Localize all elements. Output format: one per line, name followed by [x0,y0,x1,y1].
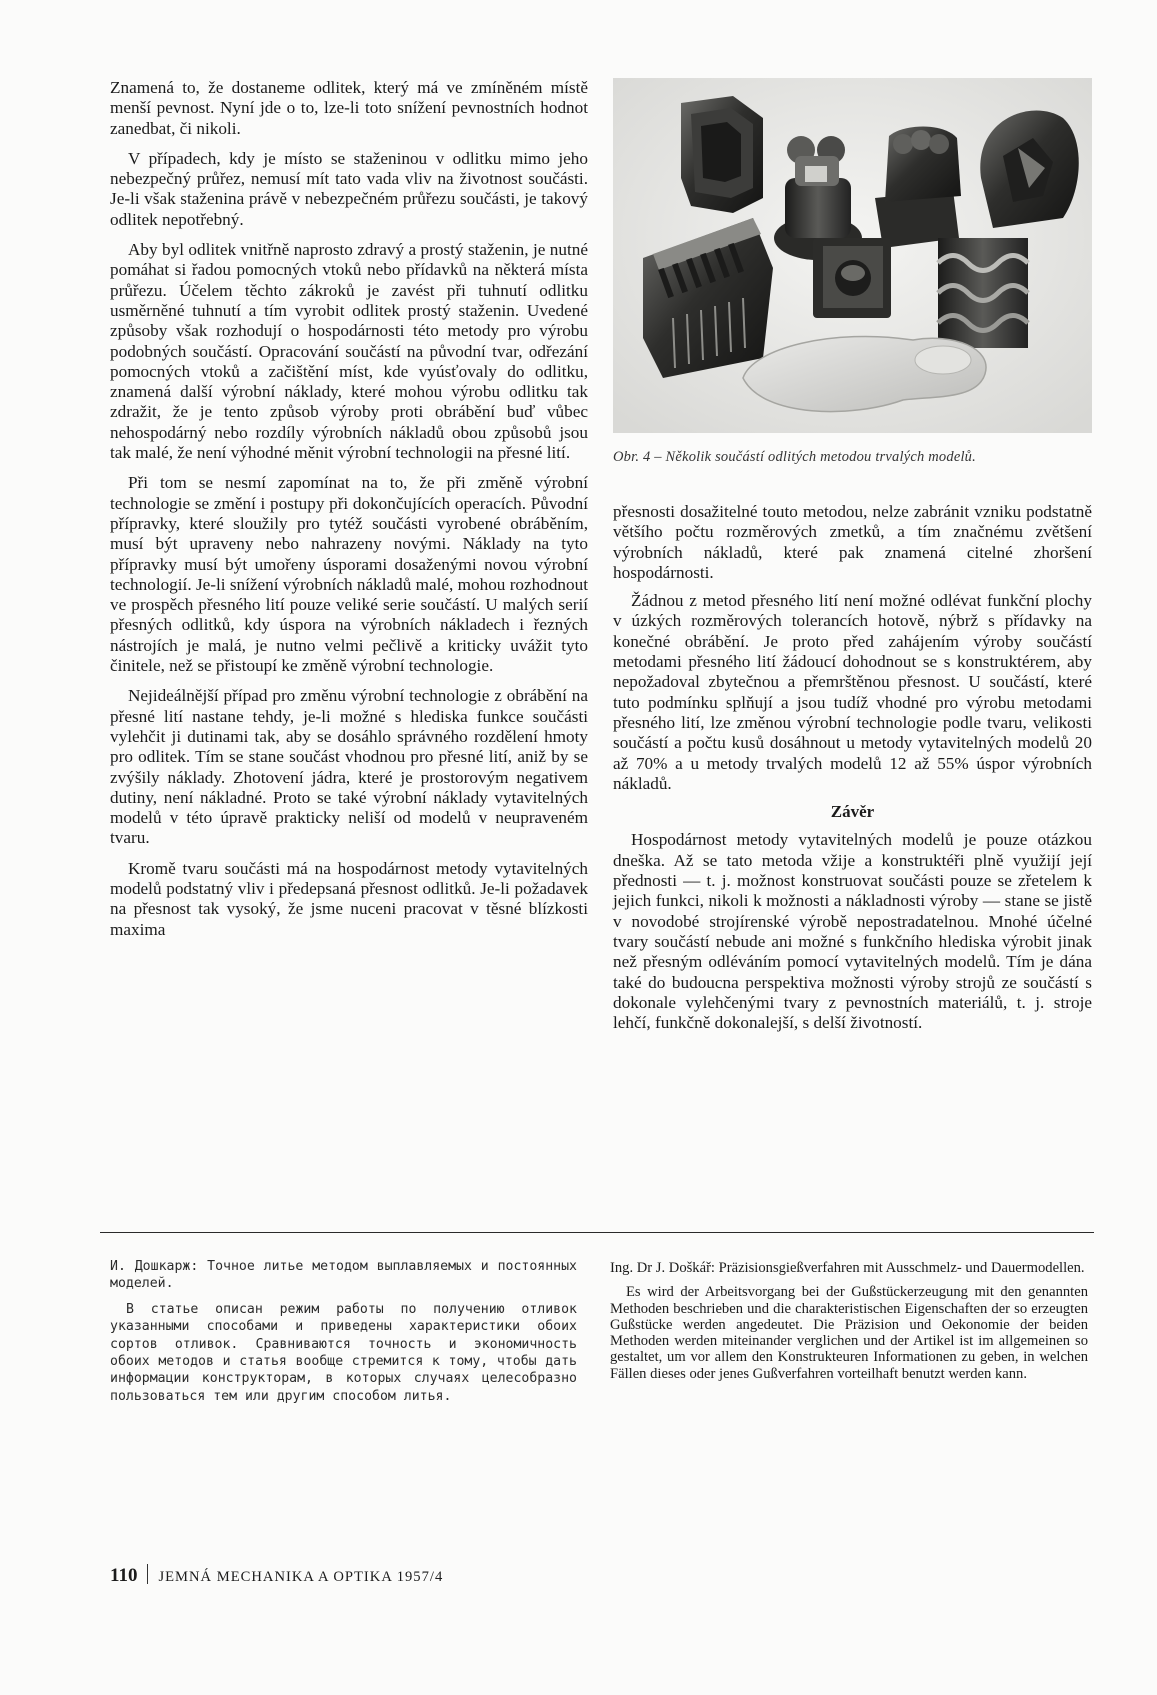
right-text-column [613,502,1092,1041]
cast-part-cap [980,111,1078,229]
abstract-russian [110,1258,577,1413]
footer-divider [147,1564,148,1584]
paragraph: V případech, kdy je místo se staženinou v odlitku mimo jeho nebezpečný průřez, nemusí mít tato vada vliv na životnost součásti. Je-li však staženina právě v nebezpečném průřezu součásti, je takový odlitek nepotřebný. [110,148,588,229]
horizontal-rule [100,1232,1094,1233]
paragraph: Nejideálnější případ pro změnu výrobní technologie z obrábění na přesné lití nastane tehdy, je-li možné s hlediska funkce součásti vylehčit ji dutinami tak, aby se dosáhlo správného rozdělení hmoty pro odlitek. Tím se stane součást vhodnou pro přesné lití, aniž by se zvýšily náklady. Zhotovení jádra, které je prostorovým negativem dutiny, není nákladné. Proto se také výrobní náklady vytavitelných modelů v této úpravě prakticky neliší od modelů v neupraveném tvaru. [110,686,588,848]
left-text-column [110,78,588,950]
paragraph: Žádnou z metod přesného lití není možné odlévat funkční plochy v úzkých rozměrových tolerancích hotově, nýbrž s přídavky na konečné obrábění. Je proto před zahájením výroby součástí metodami přesného lití žádoucí dohodnout se s konstruktérem, aby nepožadoval zbytečnou a přemrštěnou přesnost. U součástí, které tuto podmínku splňují a jsou tudíž vhodné pro výrobu metodami přesného lití, lze změnou výrobní technologie podle tvaru, velikosti součástí a počtu kusů dosáhnout u metody vytavitelných modelů 20 až 70% a u metody trvalých modelů 12 až 55% úspor výrobních nákladů. [613,591,1092,793]
paragraph: Při tom se nesmí zapomínat na to, že při změně výrobní technologie se změní i postupy při dokončujících operacích. Původní přípravky, které sloužily pro tytéž součásti vyrobené obráběním, musí být upraveny nebo nahrazeny novými. Náklady na tyto přípravky musí být umořeny úsporami dosaženými novou výrobní technologií. Je-li snížení výrobních nákladů malé, mohou rozhodnout ve prospěch přesného lití pouze veliké serie součástí. U malých serií přesných odlitků, kdy úspora na výrobních nákladech i řezných nástrojích je malá, je nutno velmi pečlivě a kriticky uvážit tyto činitele, než se přistoupí ke změně výrobní technologie. [110,473,588,676]
figure-photo [613,78,1092,433]
cast-part-block [681,96,763,213]
abstract-body: В статье описан режим работы по получению отливок указанными способами и приведены характеристики обоих сортов отливок. Сравниваются точность и экономичность обоих методов и статья вообще стремится к тому, чтобы дать информации конструкторам, в которых случаях целесобразно пользоваться тем или другим способом литья. [110,1301,577,1404]
abstract-german [610,1260,1088,1390]
cast-part-wavy [938,238,1028,348]
cast-part-plate [813,238,891,318]
paragraph: Aby byl odlitek vnitřně naprosto zdravý a prostý staženin, je nutné pomáhat si řadou pomocných vtoků nebo přídavků na některá místa průřezu. Účelem těchto zákroků je zavést při tuhnutí odlitku usměrněné tuhnutí a tím vyrobit odlitek prostý staženin. Uvedené způsoby však rozhodují o hospodárnosti této metody pro výrobu podobných součástí. Opracování součástí na původní tvar, odřezání pomocných vtoků a začištění míst, kde vyúsťovaly do odlitku, znamená další výrobní náklady, které mohou výrobu odlitku tak zdražit, že je tento způsob výroby proti obrábění buď vůbec nehospodárný nebo rozdíly výrobních nákladů obou způsobů jsou tak malé, že není výhodné měnit výrobní technologii na přesné lití. [110,240,588,463]
paragraph: Hospodárnost metody vytavitelných modelů je pouze otázkou dneška. Až se tato metoda vžije a konstruktéři plně využijí její přednosti — t. j. možnost konstruovat součásti pouze se zřetelem k jejich funkci, nikoli k možnosti a nákladnosti výroby — stane se jistě v novodobé strojírenské výrobě nepostradatelnou. Mnohé účelné tvary součástí nebude ani možné s funkčního hlediska výrobit jinak než přesným odléváním pomocí vytavitelných modelů. Tím je dána také do budoucna perspektiva možnosti výroby strojů ze součástí s dokonale vylehčenými tvary z pevnostních materiálů, t. j. stroje lehčí, funkčně dokonalejší, s delší životností. [613,830,1092,1033]
paragraph: přesnosti dosažitelné touto metodou, nelze zabránit vzniku podstatně většího počtu rozměrových zmetků, a tím značnému zvětšení výrobních nákladů, které pak znamená citelné zhoršení hospodárnosti. [613,502,1092,582]
paragraph: Znamená to, že dostaneme odlitek, který má ve zmíněném místě menší pevnost. Nyní jde o to, lze-li toto snížení pevnostních hodnot zanedbat, či nikoli. [110,78,588,138]
figure-caption: Obr. 4 – Několik součástí odlitých metodou trvalých modelů. [613,449,976,465]
paragraph: Kromě tvaru součásti má na hospodárnost metody vytavitelných modelů podstatný vliv i předepsaná přesnost odlitků. Je-li požadavek na přesnost tak vysoký, že jsme nuceni pracovat v těsné blízkosti maxima [110,858,588,939]
abstract-title: Ing. Dr J. Doškář: Präzisionsgießverfahren mit Ausschmelz- und Dauermodellen. [610,1260,1085,1276]
abstract-title: И. Дошкарж: Точное литье методом выплавляемых и постоянных моделей. [110,1259,577,1292]
page-footer [110,1564,443,1587]
abstract-body: Es wird der Arbeitsvorgang bei der Gußstückerzeugung mit den genannten Methoden beschrieben und die charakteristischen Eigenschaften der so erzeugten Gußstücke werden angedeutet. Die Präzision und Oekonomie der beiden Methoden werden miteinander verglichen und der Artikel ist im allgemeinen so gestaltet, um vor allem den Konstrukteuren Informationen zu geben, in welchen Fällen dieses oder jenes Gußverfahren vorteilhaft benutzt werden kann. [610,1284,1088,1382]
page-number: 110 [110,1565,138,1586]
section-heading: Závěr [830,802,875,822]
cast-parts-photo [613,78,1092,433]
journal-name: JEMNÁ MECHANIKA A OPTIKA 1957/4 [158,1569,444,1585]
